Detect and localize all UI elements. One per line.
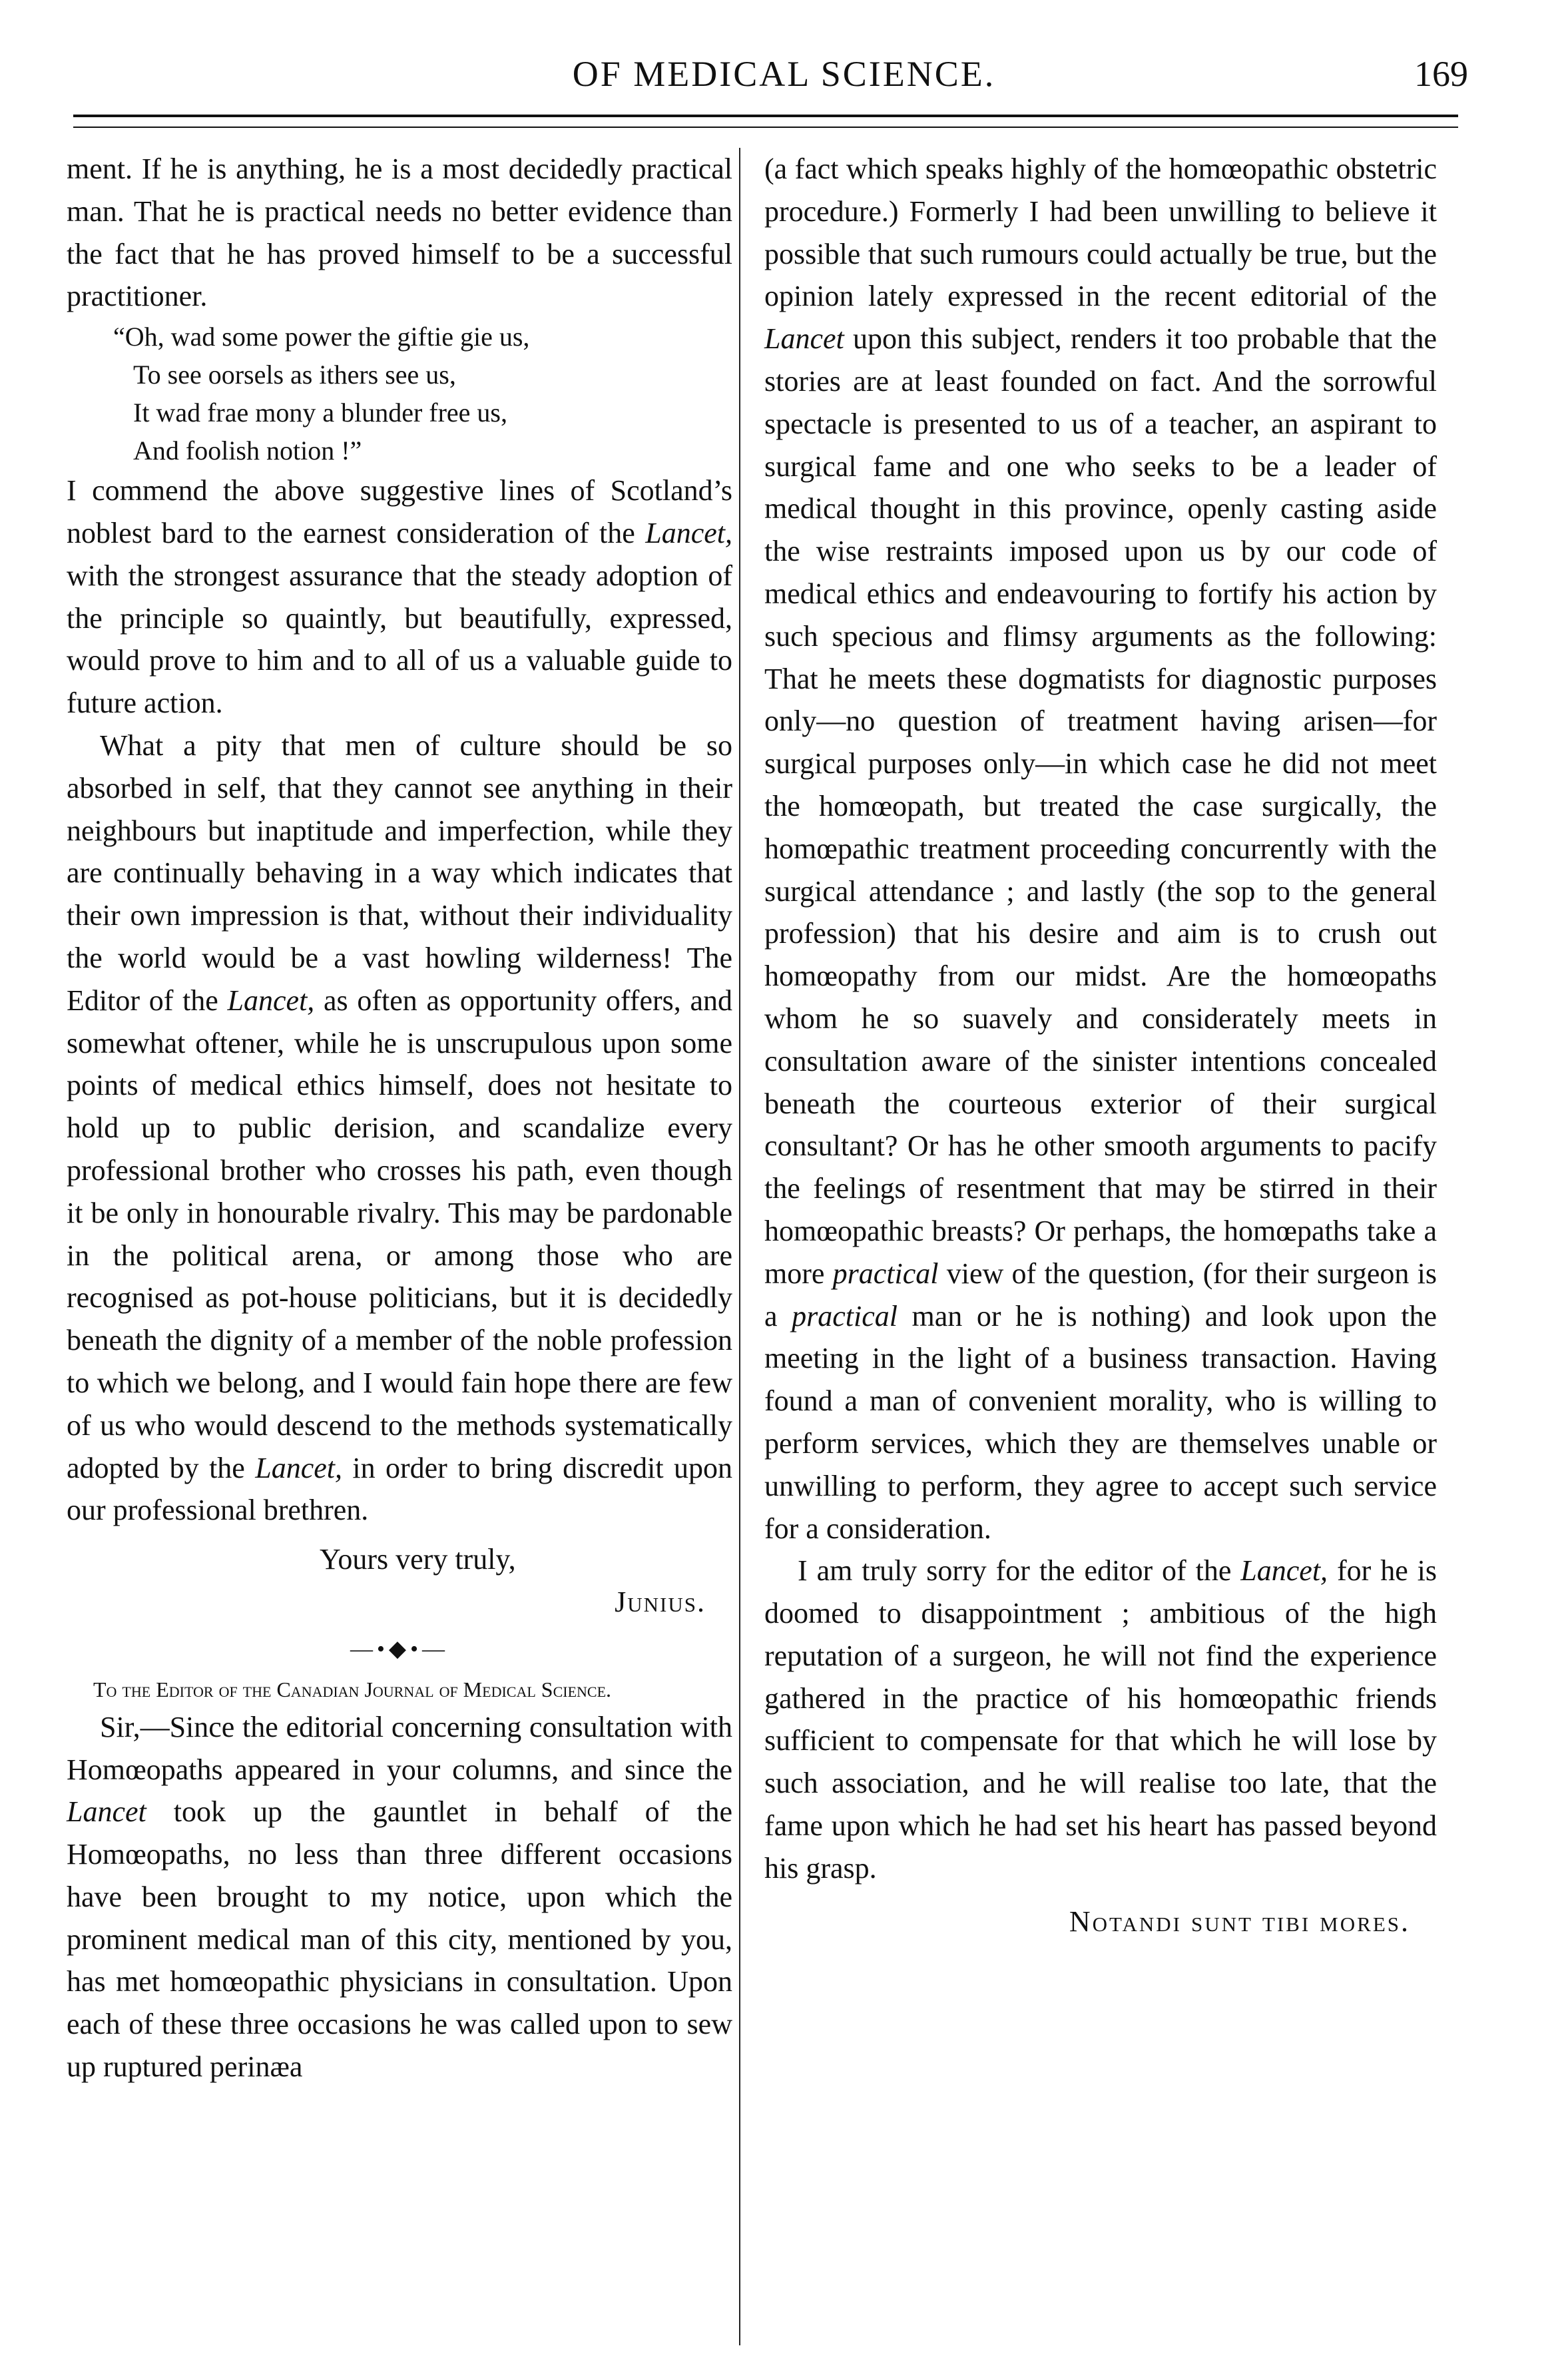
header-rule bbox=[73, 115, 1458, 128]
section-ornament: —•◆•— bbox=[350, 1636, 449, 1661]
left-paragraph-3: What a pity that men of culture should be so absorbed in self, that they cannot see anything in their neighbours but inaptitude and imperfection, while they are continually behaving in a way which indicates that their own impression is that, without their individuality the world would be a vast howling wilderness! The Editor of the Lancet, as often as opportunity offers, and somewhat oftener, while he is unscrupulous upon some points of medical ethics himself, does not hesitate to hold up to public derision, and scandalize every professional brother who crosses his path, even though it be only in honourable rivalry. This may be pardonable in the political arena, or among those who are recognised as pot-house politicians, but it is decidedly beneath the dignity of a member of the noble profession to which we belong, and I would fain hope there are few of us who would descend to the methods systematically adopted by the Lancet, in order to bring discredit upon our professional brethren. bbox=[67, 729, 732, 1527]
left-column bbox=[67, 148, 732, 2088]
lancet-italic: Lancet bbox=[67, 1795, 146, 1829]
letter-signature-junius: Junius. bbox=[615, 1585, 706, 1618]
practical-italic: practical bbox=[792, 1299, 898, 1332]
left-paragraph-2: I commend the above suggestive lines of Scotland’s noblest bard to the earnest consideration of the Lancet, with the strongest assurance that the steady adoption of the principle so quaintly, but beautifully, expressed, would prove to him and to all of us a valuable guide to future action. bbox=[67, 474, 732, 720]
lancet-italic: Lancet, bbox=[1240, 1554, 1328, 1588]
running-head bbox=[0, 53, 1568, 107]
letter-addressee: To the Editor of the Canadian Journal of Medical Science. bbox=[93, 1677, 612, 1701]
verse-line-4: And foolish notion !” bbox=[133, 436, 362, 466]
column-divider bbox=[739, 148, 740, 2345]
left-paragraph-1: ment. If he is anything, he is a most decidedly practical man. That he is practical needs no better evidence than the fact that he has proved himself to be a successful practitioner. bbox=[67, 152, 732, 313]
lancet-italic: Lancet, bbox=[645, 516, 732, 549]
verse-line-2: To see oorsels as ithers see us, bbox=[133, 360, 456, 390]
lancet-italic: Lancet, bbox=[227, 984, 315, 1017]
verse-line-3: It wad frae mony a blunder free us, bbox=[133, 398, 507, 428]
left-paragraph-4: Sir,—Since the editorial concerning consultation with Homœopaths appeared in your columns, and since the Lancet took up the gauntlet in behalf of the Homœopaths, no less than three different occasions have been brought to my notice, upon which the prominent medical man of this city, mentioned by you, has met homœopathic physicians in consultation. Upon each of these three occasions he was called upon to sew up ruptured perinæa bbox=[67, 1710, 732, 2084]
letter-signature-notandi: Notandi sunt tibi mores. bbox=[1069, 1905, 1410, 1938]
lancet-italic: Lancet, bbox=[255, 1451, 342, 1484]
running-title: OF MEDICAL SCIENCE. bbox=[572, 54, 996, 94]
right-paragraph-1: (a fact which speaks highly of the homœopathic obstetric procedure.) Formerly I had been unwilling to believe it possible that such rumours could actually be true, but the opinion lately expressed in the recent editorial of the Lancet upon this subject, renders it too probable that the stories are at least founded on fact. And the sorrowful spectacle is presented to us of a teacher, an aspirant to surgical fame and one who seeks to be a leader of medical thought in this province, openly casting aside the wise restraints imposed upon us by our code of medical ethics and endeavouring to fortify his action by such specious and flimsy arguments as the following: That he meets these dogmatists for diagnostic purposes only—no question of treatment having arisen—for surgical purposes only—in which case he did not meet the homœopath, but treated the case surgically, the homœpathic treatment proceeding concurrently with the surgical attendance ; and lastly (the sop to the general profession) that his desire and aim is to crush out homœopathy from our midst. Are the homœopaths whom he so suavely and considerately meets in consultation aware of the sinister intentions concealed beneath the courteous exterior of their surgical consultant? Or has he other smooth arguments to pacify the feelings of resentment that may be stirred in their homœopathic breasts? Or perhaps, the homœpaths take a more practical view of the question, (for their surgeon is a practical man or he is nothing) and look upon the meeting in the light of a business transaction. Having found a man of convenient morality, who is willing to perform services, which they are themselves unable or unwilling to perform, they agree to accept such service for a consideration. bbox=[764, 152, 1437, 1545]
letter-signoff: Yours very truly, bbox=[320, 1543, 516, 1576]
lancet-italic: Lancet bbox=[764, 322, 844, 356]
verse-line-1: “Oh, wad some power the giftie gie us, bbox=[113, 322, 530, 352]
page-number: 169 bbox=[1414, 54, 1468, 94]
right-column bbox=[764, 148, 1437, 1942]
verse-quotation bbox=[113, 318, 732, 469]
right-paragraph-2: I am truly sorry for the editor of the Lancet, for he is doomed to disappointment ; ambitious of the high reputation of a surgeon, he will not find the experience gathered in the practice of his homœopathic friends sufficient to compensate for that which he will lose by such association, and he will realise too late, that the fame upon which he had set his heart has passed beyond his grasp. bbox=[764, 1554, 1437, 1885]
practical-italic: practical bbox=[832, 1257, 939, 1290]
